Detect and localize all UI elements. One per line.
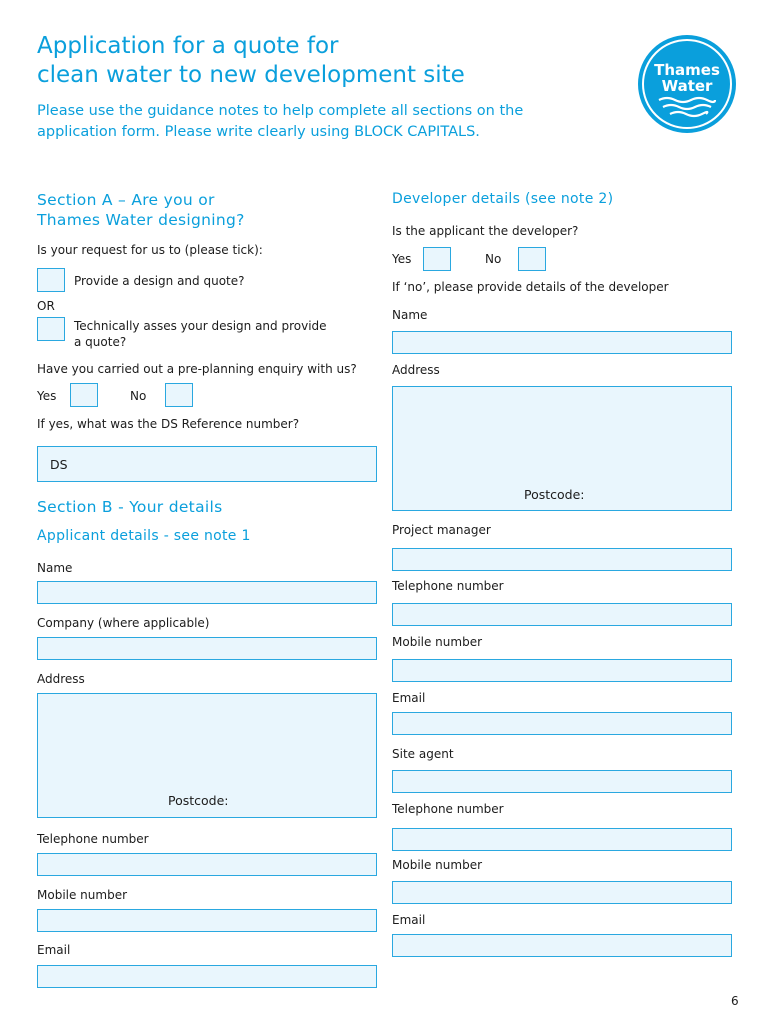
design-and-quote-checkbox[interactable] xyxy=(37,268,65,292)
preplanning-yes-label: Yes xyxy=(37,389,57,403)
developer-yes-checkbox[interactable] xyxy=(423,247,451,271)
section-a-heading-line-1: Section A – Are you or xyxy=(37,191,215,209)
preplanning-no-label: No xyxy=(130,389,147,403)
applicant-company-label: Company (where applicable) xyxy=(37,616,210,630)
developer-yes-label: Yes xyxy=(392,252,412,266)
developer-details-heading: Developer details (see note 2) xyxy=(392,191,614,207)
pm-telephone-label: Telephone number xyxy=(392,579,504,593)
request-question: Is your request for us to (please tick): xyxy=(37,243,263,257)
preplanning-no-checkbox[interactable] xyxy=(165,383,193,407)
is-developer-question: Is the applicant the developer? xyxy=(392,224,579,238)
page-title xyxy=(37,32,597,90)
site-agent-field[interactable] xyxy=(392,770,732,793)
title-line-1: Application for a quote for xyxy=(37,33,339,59)
applicant-company-field[interactable] xyxy=(37,637,377,660)
applicant-telephone-field[interactable] xyxy=(37,853,377,876)
sa-email-field[interactable] xyxy=(392,934,732,957)
developer-if-no-text: If ‘no’, please provide details of the developer xyxy=(392,280,669,294)
logo-text-water: Water xyxy=(661,77,713,95)
developer-name-label: Name xyxy=(392,308,428,322)
page-subtitle xyxy=(37,101,597,143)
developer-no-checkbox[interactable] xyxy=(518,247,546,271)
applicant-name-field[interactable] xyxy=(37,581,377,604)
developer-no-label: No xyxy=(485,252,502,266)
sa-telephone-label: Telephone number xyxy=(392,802,504,816)
technical-assessment-label-line-2: a quote? xyxy=(74,335,127,349)
section-b-heading: Section B - Your details xyxy=(37,498,223,516)
project-manager-label: Project manager xyxy=(392,523,491,537)
subtitle-line-2: application form. Please write clearly using BLOCK CAPITALS. xyxy=(37,124,480,140)
applicant-email-field[interactable] xyxy=(37,965,377,988)
developer-address-label: Address xyxy=(392,363,440,377)
pm-mobile-label: Mobile number xyxy=(392,635,483,649)
section-a-heading xyxy=(37,190,245,230)
pm-mobile-field[interactable] xyxy=(392,659,732,682)
technical-assessment-label xyxy=(74,318,327,350)
sa-email-label: Email xyxy=(392,913,426,927)
applicant-details-heading: Applicant details - see note 1 xyxy=(37,528,251,544)
subtitle-line-1: Please use the guidance notes to help complete all sections on the xyxy=(37,103,524,119)
project-manager-field[interactable] xyxy=(392,548,732,571)
developer-name-field[interactable] xyxy=(392,331,732,354)
applicant-email-label: Email xyxy=(37,943,71,957)
thames-water-logo xyxy=(637,34,737,134)
sa-mobile-field[interactable] xyxy=(392,881,732,904)
ds-reference-field[interactable] xyxy=(37,446,377,482)
applicant-mobile-label: Mobile number xyxy=(37,888,128,902)
ds-reference-question: If yes, what was the DS Reference number? xyxy=(37,417,300,431)
ds-prefix-label: DS xyxy=(50,457,68,472)
or-text: OR xyxy=(37,299,55,313)
page-number: 6 xyxy=(731,994,739,1008)
section-a-heading-line-2: Thames Water designing? xyxy=(37,211,245,229)
applicant-address-label: Address xyxy=(37,672,85,686)
site-agent-label: Site agent xyxy=(392,747,454,761)
design-and-quote-label: Provide a design and quote? xyxy=(74,274,245,288)
pm-email-label: Email xyxy=(392,691,426,705)
sa-mobile-label: Mobile number xyxy=(392,858,483,872)
applicant-name-label: Name xyxy=(37,561,73,575)
technical-assessment-label-line-1: Technically asses your design and provide xyxy=(74,319,327,333)
applicant-address-field[interactable] xyxy=(37,693,377,818)
preplanning-question: Have you carried out a pre-planning enquiry with us? xyxy=(37,362,357,376)
logo-text-thames: Thames xyxy=(654,61,720,79)
technical-assessment-checkbox[interactable] xyxy=(37,317,65,341)
developer-address-field[interactable] xyxy=(392,386,732,511)
pm-email-field[interactable] xyxy=(392,712,732,735)
applicant-postcode-label: Postcode: xyxy=(168,793,229,808)
applicant-mobile-field[interactable] xyxy=(37,909,377,932)
applicant-telephone-label: Telephone number xyxy=(37,832,149,846)
developer-postcode-label: Postcode: xyxy=(524,487,585,502)
sa-telephone-field[interactable] xyxy=(392,828,732,851)
preplanning-yes-checkbox[interactable] xyxy=(70,383,98,407)
pm-telephone-field[interactable] xyxy=(392,603,732,626)
title-line-2: clean water to new development site xyxy=(37,62,465,88)
